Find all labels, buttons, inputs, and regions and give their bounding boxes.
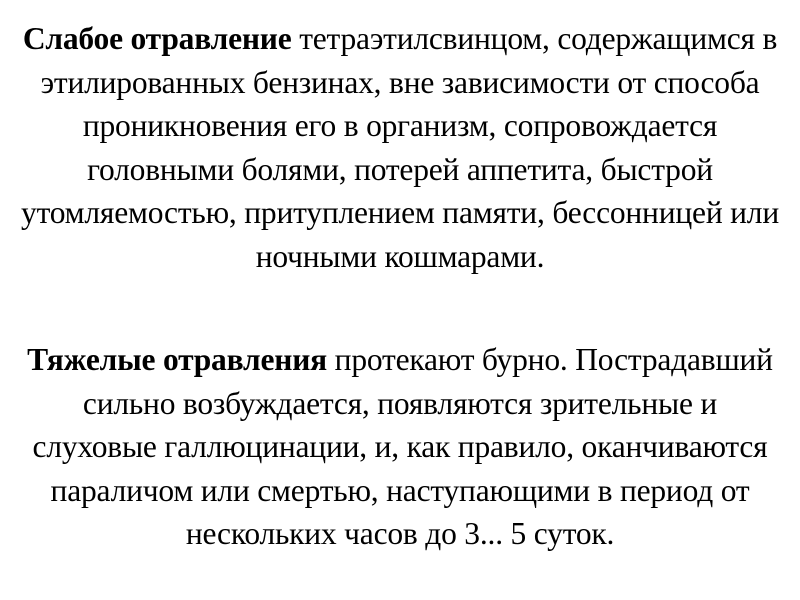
description-mild-poisoning: тетраэтилсвинцом, содержащимся в этилированных бензинах, вне зависимости от способа проникновения его в организм, сопровождается головными болями, потерей аппетита, быстрой утомляемостью, притуплением памяти, бессонницей или ночными кошмарами. <box>21 21 779 274</box>
term-severe-poisoning: Тяжелые отравления <box>27 342 327 377</box>
description-severe-poisoning: протекают бурно. Пострадавший сильно возбуждается, появляются зрительные и слуховые галлюцинации, и, как правило, оканчиваются параличом или смертью, наступающими в период от нескольких часов до 3... 5 суток. <box>32 342 773 551</box>
paragraph-severe-poisoning <box>20 338 780 556</box>
term-mild-poisoning: Слабое отравление <box>22 21 292 56</box>
paragraph-mild-poisoning <box>20 17 780 278</box>
